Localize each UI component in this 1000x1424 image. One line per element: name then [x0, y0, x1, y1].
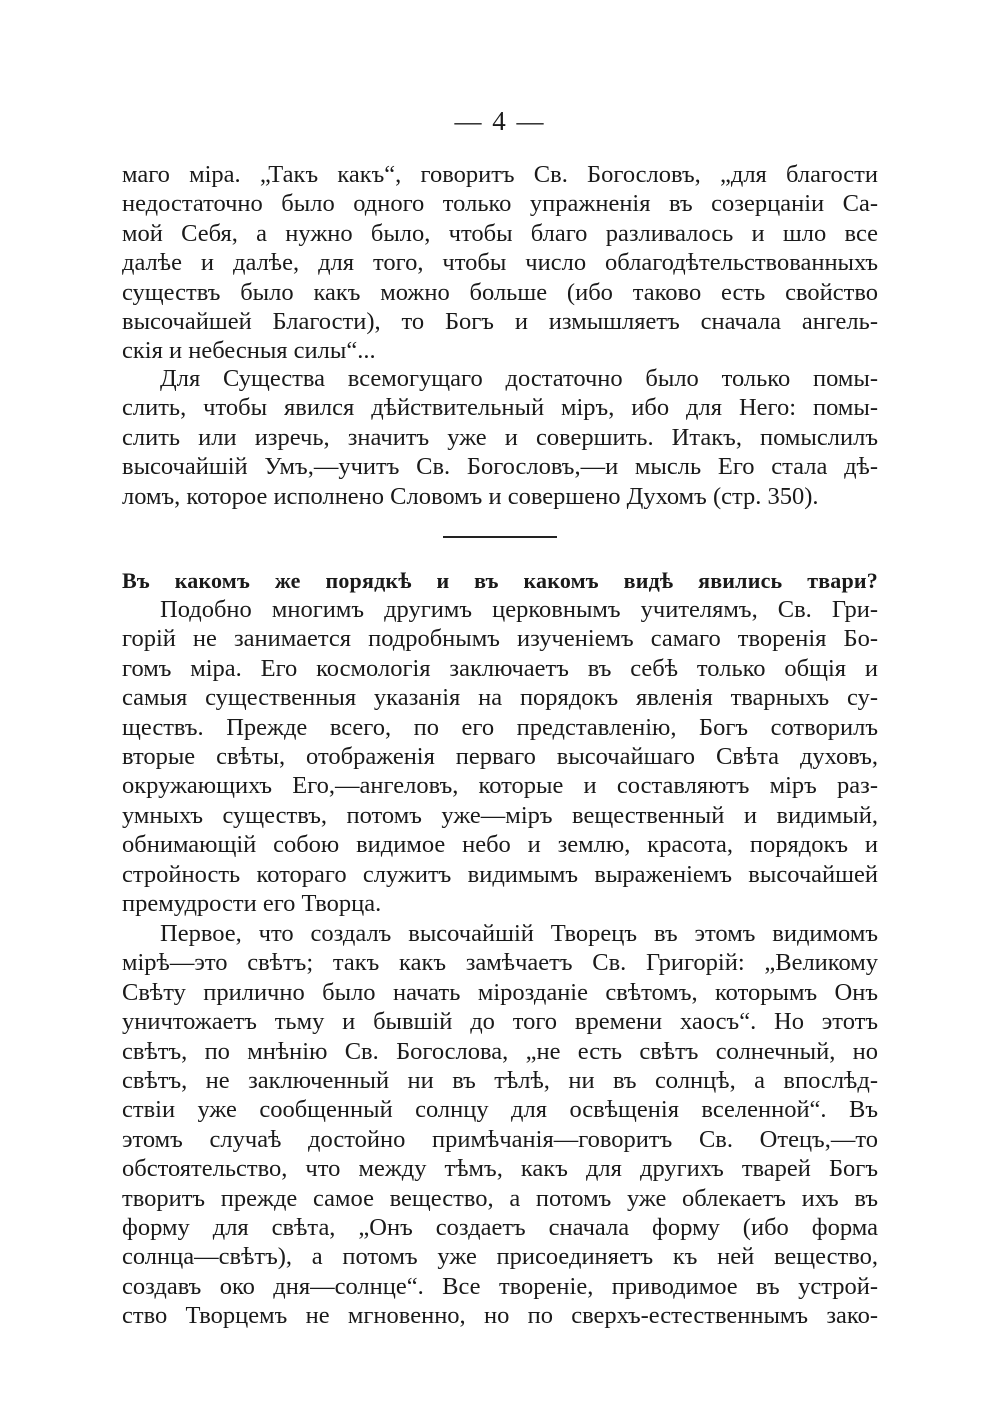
section-heading: Въ какомъ же порядкѣ и въ какомъ видѣ явились твари? — [122, 568, 878, 593]
text-line: самыя существенныя указанія на порядокъ явленія тварныхъ су- — [122, 684, 878, 712]
text-line: далѣе и далѣе, для того, чтобы число облагодѣтельствованныхъ — [122, 249, 878, 277]
paragraph-quote-continuation — [122, 160, 878, 366]
paragraph-light — [122, 919, 878, 1330]
text-line: скія и небесныя силы“... — [122, 337, 376, 365]
text-line: ломъ, которое исполнено Словомъ и совершено Духомъ (стр. 350). — [122, 482, 819, 510]
section-heading-container — [122, 566, 878, 595]
text-line: солнца—свѣтъ), а потомъ уже присоединяетъ къ ней вещество, — [122, 1243, 878, 1271]
text-line: маго міра. „Такъ какъ“, говоритъ Св. Богословъ, „для благости — [122, 161, 878, 188]
text-line: ществъ. Прежде всего, по его представленію, Богъ сотворилъ — [122, 713, 878, 741]
text-line: существъ было какъ можно больше (ибо таково есть свойство — [122, 278, 878, 306]
text-line: высочайшей Благости), то Богъ и измышляетъ сначала ангель- — [122, 307, 878, 335]
text-line: свѣтъ, по мнѣнію Св. Богослова, „не есть свѣтъ солнечный, но — [122, 1037, 878, 1065]
text-line: премудрости его Творца. — [122, 889, 382, 917]
text-line: вторые свѣты, отображенія перваго высочайшаго Свѣта духовъ, — [122, 742, 878, 770]
text-line: гомъ міра. Его космологія заключаетъ въ себѣ только общія и — [122, 654, 878, 682]
text-line: окружающихъ Его,—ангеловъ, которые и составляютъ міръ раз- — [122, 772, 878, 800]
text-line: высочайшій Умъ,—учитъ Св. Богословъ,—и мысль Его стала дѣ- — [122, 453, 878, 481]
page-number: — 4 — — [454, 106, 546, 136]
text-line: слить, чтобы явился дѣйствительный міръ, ибо для Него: помы- — [122, 394, 878, 422]
paragraph-omnipotence — [122, 364, 878, 511]
text-line: ство Творцемъ не мгновенно, но по сверхъ-естественнымъ зако- — [122, 1302, 878, 1330]
text-line: ствіи уже сообщенный солнцу для освѣщенія вселенной“. Въ — [122, 1096, 878, 1124]
text-line: недостаточно было одного только упражненія въ созерцаніи Са- — [122, 190, 878, 218]
text-line: создавъ око дня—солнце“. Все твореніе, приводимое въ устрой- — [122, 1272, 878, 1300]
text-line: умныхъ существъ, потомъ уже—міръ вещественный и видимый, — [122, 801, 878, 829]
text-line: этомъ случаѣ достойно примѣчанія—говоритъ Св. Отецъ,—то — [122, 1125, 878, 1153]
text-line: стройность котораго служитъ видимымъ выраженіемъ высочайшей — [122, 860, 878, 888]
text-line: мой Себя, а нужно было, чтобы благо разливалось и шло все — [122, 219, 878, 247]
text-line: Свѣту прилично было начать мірозданіе свѣтомъ, которымъ Онъ — [122, 978, 878, 1006]
text-line: творитъ прежде самое вещество, а потомъ уже облекаетъ ихъ въ — [122, 1184, 878, 1212]
text-line: слить или изречь, значитъ уже и совершить. Итакъ, помыслилъ — [122, 423, 878, 451]
text-line: горій не занимается подробнымъ изученіемъ самаго творенія Бо- — [122, 625, 878, 653]
text-line: обнимающій собою видимое небо и землю, красота, порядокъ и — [122, 831, 878, 859]
text-line: уничтожаетъ тьму и бывшій до того времени хаосъ“. Но этотъ — [122, 1008, 878, 1036]
section-divider — [443, 536, 557, 538]
text-line: Первое, что создалъ высочайшій Творецъ въ этомъ видимомъ — [160, 920, 878, 947]
text-line: Подобно многимъ другимъ церковнымъ учителямъ, Св. Гри- — [160, 596, 878, 623]
paragraph-order-of-creation — [122, 595, 878, 918]
text-line: свѣтъ, не заключенный ни въ тѣлѣ, ни въ солнцѣ, а впослѣд- — [122, 1066, 878, 1094]
text-line: Для Существа всемогущаго достаточно было только помы- — [160, 365, 878, 392]
text-line: мірѣ—это свѣтъ; такъ какъ замѣчаетъ Св. Григорій: „Великому — [122, 949, 878, 977]
text-line: форму для свѣта, „Онъ создаетъ сначала форму (ибо форма — [122, 1213, 878, 1241]
text-line: обстоятельство, что между тѣмъ, какъ для другихъ тварей Богъ — [122, 1155, 878, 1183]
